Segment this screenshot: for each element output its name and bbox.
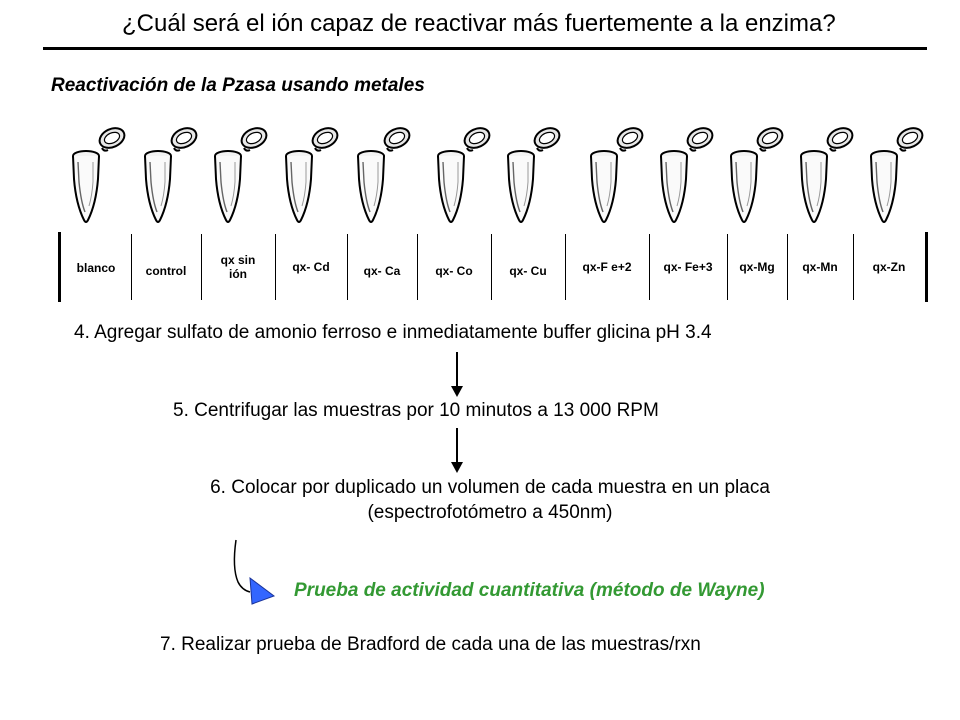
down-arrow-icon [449,428,465,474]
sample-label: qx-Zn [872,260,906,274]
sample-label: qx- Co [435,264,473,278]
sample-label: qx- Cd [292,260,330,274]
sample-label: qx- Cu [509,264,547,278]
down-arrow-icon [449,352,465,398]
sample-label: qx-Mg [739,260,775,274]
page-title: ¿Cuál será el ión capaz de reactivar más fuertemente a la enzima? [122,10,836,37]
sample-label: qx- Fe+3 [663,260,713,274]
step-4-text: 4. Agregar sulfato de amonio ferroso e inmediatamente buffer glicina pH 3.4 [74,322,712,343]
tube-icon [429,124,495,228]
tube-icon [64,124,130,228]
sample-label: control [145,264,187,278]
step-7-text: 7. Realizar prueba de Bradford de cada una de las muestras/rxn [160,634,701,655]
sample-label: qx-F e+2 [582,260,632,274]
tube-icon [349,124,415,228]
tube-icon [792,124,858,228]
step-5-text: 5. Centrifugar las muestras por 10 minutos a 13 000 RPM [173,400,659,421]
section-subtitle: Reactivación de la Pzasa usando metales [51,75,425,96]
tube-icon [862,124,928,228]
sample-label-strip [58,232,928,302]
tube-row [58,124,930,228]
sample-label: qx-Mn [802,260,838,274]
curved-arrow-icon [226,538,278,608]
title-underline [43,47,927,50]
tube-icon [582,124,648,228]
tube-icon [277,124,343,228]
tube-icon [136,124,202,228]
tube-icon [206,124,272,228]
sample-label: qx sin ión [220,253,256,281]
tube-icon [722,124,788,228]
sample-label: qx- Ca [363,264,401,278]
step-6-text: 6. Colocar por duplicado un volumen de cada muestra en un placa (espectrofotómetro a 450nm) [210,477,770,523]
activity-test-label: Prueba de actividad cuantitativa (método de Wayne) [294,580,765,601]
tube-icon [499,124,565,228]
sample-label: blanco [76,261,116,275]
tube-icon [652,124,718,228]
